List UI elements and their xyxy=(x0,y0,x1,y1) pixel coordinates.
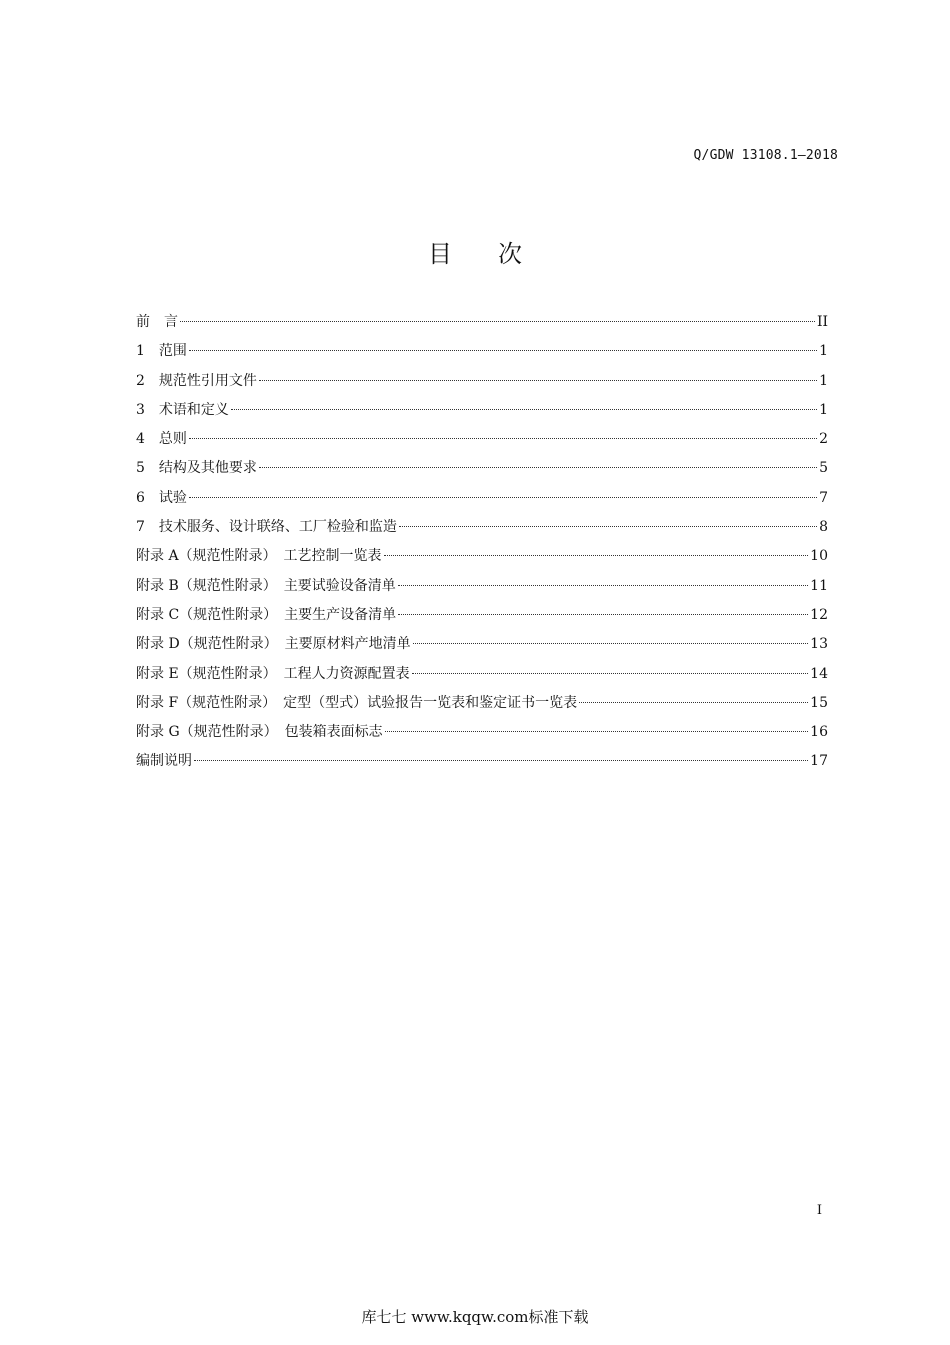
toc-leader-dots xyxy=(398,585,808,586)
toc-entry-page: 1 xyxy=(819,343,828,360)
toc-entry[interactable] xyxy=(136,457,828,486)
toc-entry[interactable] xyxy=(136,721,828,750)
toc-entry-page: 10 xyxy=(810,548,828,565)
toc-entry[interactable] xyxy=(136,633,828,662)
toc-entry-page: 8 xyxy=(819,519,828,536)
toc-leader-dots xyxy=(259,467,817,468)
toc-entry-page: 14 xyxy=(810,665,828,682)
toc-entry-page: 2 xyxy=(819,431,828,448)
toc-entry[interactable] xyxy=(136,663,828,692)
toc-entry-label: 3 术语和定义 xyxy=(136,401,229,418)
toc-entry-page: 1 xyxy=(819,372,828,389)
toc-entry-page: 13 xyxy=(810,636,828,653)
toc-entry-label: 附录 F（规范性附录） 定型（型式）试验报告一览表和鉴定证书一览表 xyxy=(136,694,578,711)
toc-entry[interactable] xyxy=(136,340,828,369)
toc-entry-label: 7 技术服务、设计联络、工厂检验和监造 xyxy=(136,519,397,536)
toc-entry-page: 16 xyxy=(810,724,828,741)
toc-entry-label: 4 总则 xyxy=(136,431,187,448)
toc-leader-dots xyxy=(579,702,808,703)
toc-title xyxy=(0,234,950,269)
toc-leader-dots xyxy=(399,526,817,527)
toc-entry-label: 5 结构及其他要求 xyxy=(136,460,257,477)
toc-entry[interactable] xyxy=(136,428,828,457)
toc-leader-dots xyxy=(412,673,809,674)
toc-entry[interactable] xyxy=(136,311,828,340)
toc-entry[interactable] xyxy=(136,399,828,428)
toc-entry[interactable] xyxy=(136,487,828,516)
toc-entry-page: II xyxy=(816,314,828,330)
toc-leader-dots xyxy=(385,731,809,732)
toc-entry[interactable] xyxy=(136,516,828,545)
toc-entry-label: 2 规范性引用文件 xyxy=(136,372,257,389)
toc-title-left: 目 xyxy=(428,240,452,268)
toc-leader-dots xyxy=(384,555,809,556)
toc-entry-page: 7 xyxy=(819,489,828,506)
toc-leader-dots xyxy=(398,614,808,615)
toc-entry-label: 6 试验 xyxy=(136,489,187,506)
toc-entry-page: 11 xyxy=(810,577,828,594)
toc-entry-label: 附录 B（规范性附录） 主要试验设备清单 xyxy=(136,577,396,594)
toc-leader-dots xyxy=(180,321,815,322)
document-code: Q/GDW 13108.1—2018 xyxy=(693,148,838,163)
toc-entry[interactable] xyxy=(136,370,828,399)
toc-leader-dots xyxy=(189,438,817,439)
toc-entry-page: 17 xyxy=(810,753,828,770)
toc-leader-dots xyxy=(194,760,808,761)
footer-text: 库七七 www.kqqw.com标准下载 xyxy=(361,1308,589,1326)
toc-leader-dots xyxy=(189,497,817,498)
toc-entry[interactable] xyxy=(136,692,828,721)
toc-entry-label: 附录 C（规范性附录） 主要生产设备清单 xyxy=(136,606,397,623)
toc-entry-page: 5 xyxy=(819,460,828,477)
toc-entry[interactable] xyxy=(136,750,828,779)
toc-entry-label: 1 范围 xyxy=(136,343,187,360)
toc-entry[interactable] xyxy=(136,575,828,604)
toc-entry-label: 附录 G（规范性附录） 包装箱表面标志 xyxy=(136,724,383,741)
toc-entry-page: 12 xyxy=(810,606,828,623)
toc-entry-label: 附录 E（规范性附录） 工程人力资源配置表 xyxy=(136,665,410,682)
toc-list xyxy=(136,311,828,780)
toc-entry-page: 15 xyxy=(810,694,828,711)
toc-entry-label: 编制说明 xyxy=(136,753,192,770)
toc-leader-dots xyxy=(231,409,817,410)
toc-entry-page: 1 xyxy=(819,401,828,418)
toc-leader-dots xyxy=(259,380,817,381)
toc-entry-label: 附录 D（规范性附录） 主要原材料产地清单 xyxy=(136,636,411,653)
page-number: I xyxy=(816,1203,822,1218)
toc-leader-dots xyxy=(413,643,808,644)
toc-title-right: 次 xyxy=(498,240,522,268)
toc-entry[interactable] xyxy=(136,604,828,633)
toc-leader-dots xyxy=(189,350,817,351)
toc-entry-label: 前 言 xyxy=(136,314,178,330)
toc-entry-label: 附录 A（规范性附录） 工艺控制一览表 xyxy=(136,548,382,565)
toc-entry[interactable] xyxy=(136,545,828,574)
